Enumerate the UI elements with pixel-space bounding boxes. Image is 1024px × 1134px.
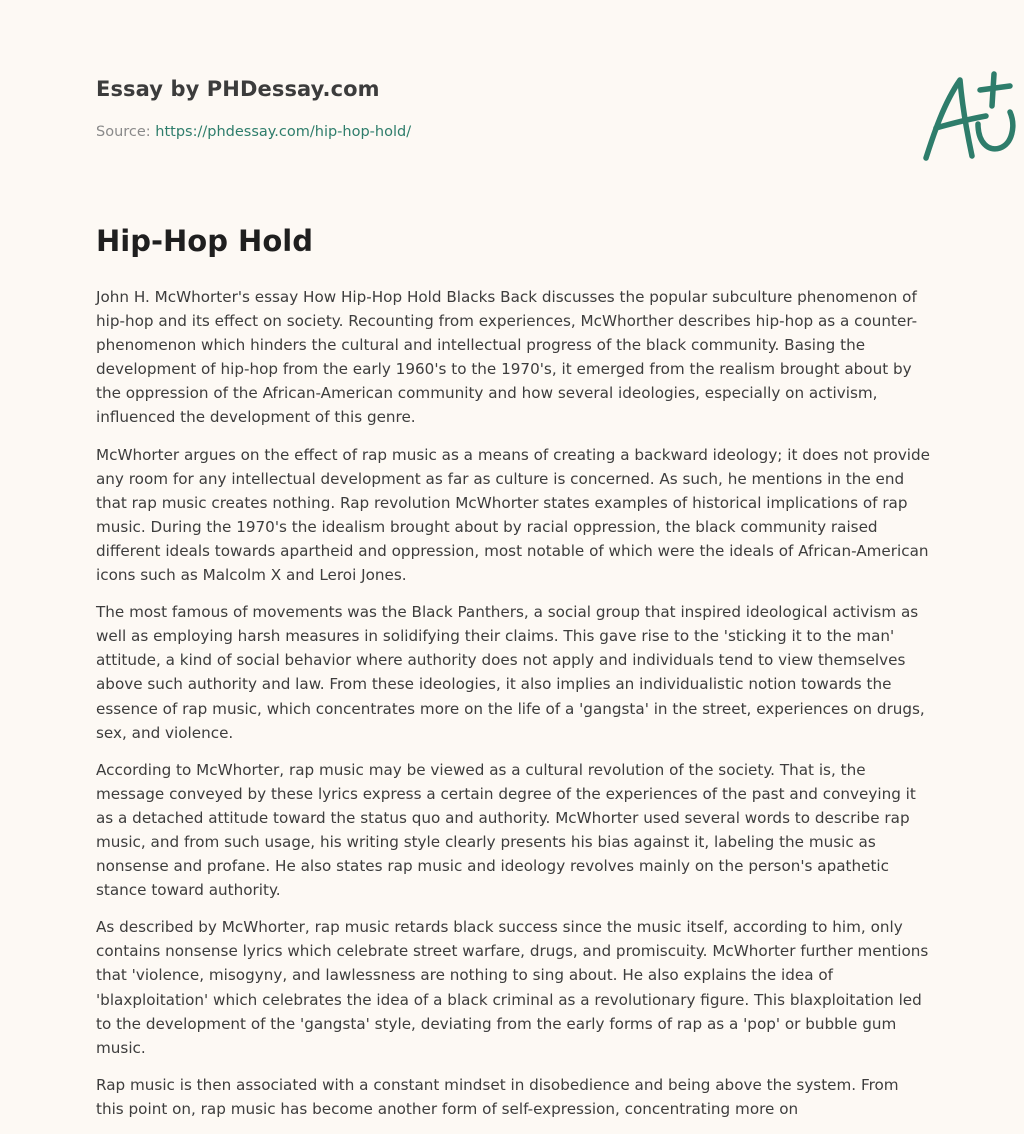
document-body [96, 285, 930, 1134]
source-line [96, 124, 411, 140]
source-label: Source: [96, 124, 156, 140]
a-plus-grade-logo-icon [914, 68, 1024, 166]
paragraph: According to McWhorter, rap music may be viewed as a cultural revolution of the society. That is, the message conveyed by these lyrics express a certain degree of the experiences of the past and conveying it as a detached attitude toward the status quo and authority. McWhorter used several words to describe rap music, and from such usage, his writing style clearly presents his bias against it, labeling the music as nonsense and profane. He also states rap music and ideology revolves mainly on the person's apathetic stance toward authority. [96, 760, 916, 900]
site-title: Essay by PHDessay.com [96, 77, 380, 101]
paragraph: Rap music is then associated with a constant mindset in disobedience and being above the system. From this point on, rap music has become another form of self-expression, concentrating more on [96, 1075, 899, 1118]
paragraph: As described by McWhorter, rap music retards black success since the music itself, according to him, only contains nonsense lyrics which celebrate street warfare, drugs, and promiscuity. McWhorter further mentions that 'violence, misogyny, and lawlessness are nothing to sing about. He also explains the idea of 'blaxploitation' which celebrates the idea of a black criminal as a revolutionary figure. This blaxploitation led to the development of the 'gangsta' style, deviating from the early forms of rap as a 'pop' or bubble gum music. [96, 918, 929, 1057]
source-link[interactable]: https://phdessay.com/hip-hop-hold/ [155, 124, 412, 140]
paragraph: John H. McWhorter's essay How Hip-Hop Hold Blacks Back discusses the popular subculture phenomenon of hip-hop and its effect on society. Recounting from experiences, McWhorther describes hip-hop as a counter-phenomenon which hinders the cultural and intellectual progress of the black community. Basing the development of hip-hop from the early 1960's to the 1970's, it emerged from the realism brought about by the oppression of the African-American community and how several ideologies, especially on activism, influenced the development of this genre. [96, 288, 918, 427]
paragraph: The most famous of movements was the Black Panthers, a social group that inspired ideological activism as well as employing harsh measures in solidifying their claims. This gave rise to the 'sticking it to the man' attitude, a kind of social behavior where authority does not apply and individuals tend to view themselves above such authority and law. From these ideologies, it also implies an individualistic notion towards the essence of rap music, which concentrates more on the life of a 'gangsta' in the street, experiences on drugs, sex, and violence. [96, 603, 925, 742]
document-title: Hip-Hop Hold [96, 224, 313, 258]
paragraph: McWhorter argues on the effect of rap music as a means of creating a backward ideology; it does not provide any room for any intellectual development as far as culture is concerned. As such, he mentions in the end that rap music creates nothing. Rap revolution McWhorter states examples of historical implications of rap music. During the 1970's the idealism brought about by racial oppression, the black community raised different ideals towards apartheid and oppression, most notable of which were the ideals of African-American icons such as Malcolm X and Leroi Jones. [96, 445, 931, 585]
